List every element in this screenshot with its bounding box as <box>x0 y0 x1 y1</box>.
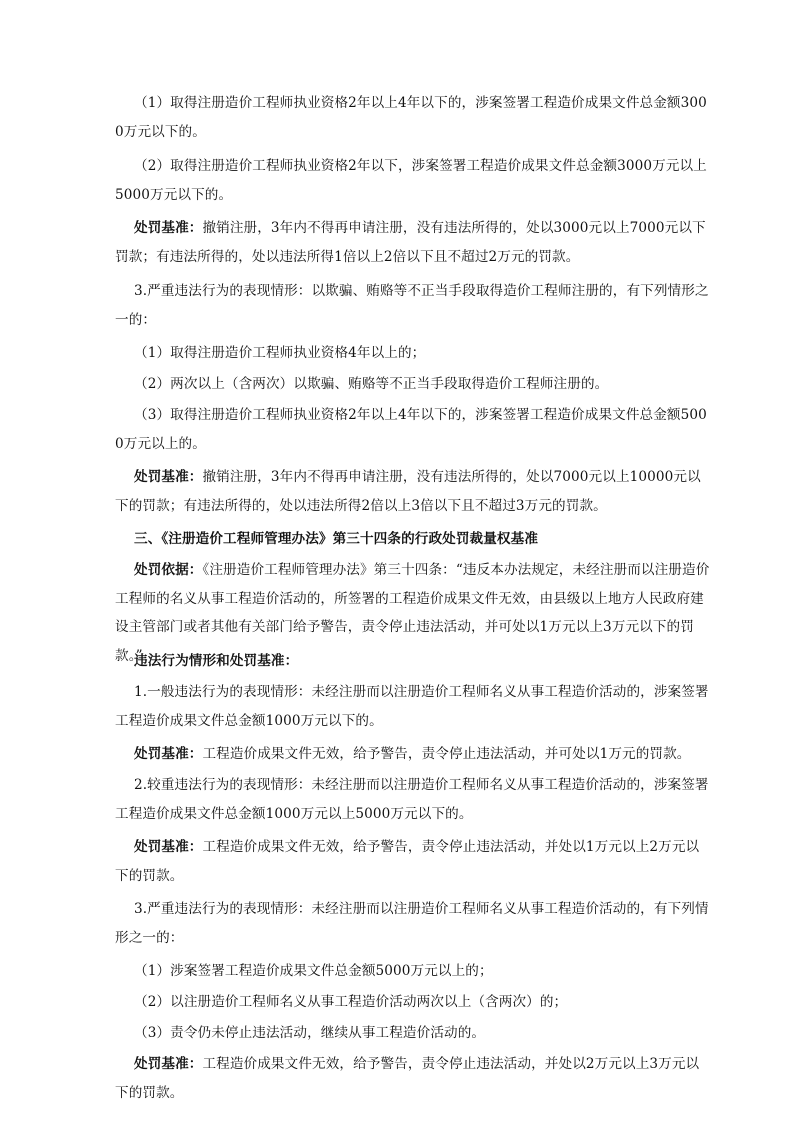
penalty-basis-label: 处罚基准： <box>134 746 203 762</box>
list-item <box>115 401 711 458</box>
penalty-basis-text: 工程造价成果文件无效，给予警告，责令停止违法活动，并可处以1万元的罚款。 <box>202 746 691 762</box>
paragraph-2 <box>115 152 711 209</box>
paragraph-text: 3.严重违法行为的表现情形：未经注册而以注册造价工程师名义从事工程造价活动的，有下列情形之一的： <box>115 901 709 946</box>
paragraph-text: （1）取得注册造价工程师执业资格4年以上的； <box>134 345 426 361</box>
paragraph-1 <box>115 89 711 146</box>
penalty-basis-3 <box>115 740 711 769</box>
paragraph-text: （3）责令仍未停止违法活动，继续从事工程造价活动的。 <box>134 1025 486 1041</box>
serious-violation-heading-1 <box>115 277 711 334</box>
paragraph-text: 3.严重违法行为的表现情形：以欺骗、贿赂等不正当手段取得造价工程师注册的，有下列情形之一的： <box>115 283 709 328</box>
penalty-basis-2 <box>115 463 711 520</box>
penalty-basis-4 <box>115 833 711 890</box>
general-violation <box>115 678 711 735</box>
penalty-basis-5 <box>115 1050 711 1107</box>
penalty-basis-1 <box>115 214 711 271</box>
paragraph-text: （2）两次以上（含两次）以欺骗、贿赂等不正当手段取得造价工程师注册的。 <box>134 376 609 392</box>
subsection-heading-text: 违法行为情形和处罚基准： <box>134 653 299 669</box>
list-item <box>115 957 711 986</box>
penalty-legal-basis-text: 《注册造价工程师管理办法》第三十四条：“违反本办法规定，未经注册而以注册造价工程师的名义从事工程造价活动的，所签署的工程造价成果文件无效，由县级以上地方人民政府建设主管部门或者其他有关部门给予警告，责令停止违法活动，并可处以1万元以上3万元以下的罚款。” <box>115 562 710 664</box>
penalty-basis-text: 撤销注册，3年内不得再申请注册，没有违法所得的，处以7000元以上10000元以下的罚款；有违法所得的，处以违法所得2倍以上3倍以下且不超过3万元的罚款。 <box>115 469 701 514</box>
penalty-basis-text: 工程造价成果文件无效，给予警告，责令停止违法活动，并处以2万元以上3万元以下的罚款。 <box>115 1056 700 1101</box>
penalty-legal-basis-label: 处罚依据： <box>134 562 203 578</box>
paragraph-text: （2）取得注册造价工程师执业资格2年以下，涉案签署工程造价成果文件总金额3000万元以上5000万元以下的。 <box>115 158 707 203</box>
penalty-basis-text: 撤销注册，3年内不得再申请注册，没有违法所得的，处以3000元以上7000元以下罚款；有违法所得的，处以违法所得1倍以上2倍以下且不超过2万元的罚款。 <box>115 220 706 265</box>
paragraph-text: 1.一般违法行为的表现情形：未经注册而以注册造价工程师名义从事工程造价活动的，涉案签署工程造价成果文件总金额1000万元以下的。 <box>115 684 709 729</box>
penalty-basis-label: 处罚基准： <box>134 1056 203 1072</box>
list-item <box>115 988 711 1017</box>
serious-moderate-violation <box>115 771 711 828</box>
paragraph-text: （1）取得注册造价工程师执业资格2年以上4年以下的，涉案签署工程造价成果文件总金额3000万元以下的。 <box>115 95 707 140</box>
serious-violation-heading-2 <box>115 895 711 952</box>
list-item <box>115 370 711 399</box>
paragraph-text: 2.较重违法行为的表现情形：未经注册而以注册造价工程师名义从事工程造价活动的，涉案签署工程造价成果文件总金额1000万元以上5000万元以下的。 <box>115 777 709 822</box>
list-item <box>115 339 711 368</box>
penalty-basis-text: 工程造价成果文件无效，给予警告，责令停止违法活动，并处以1万元以上2万元以下的罚款。 <box>115 839 700 884</box>
paragraph-text: （2）以注册造价工程师名义从事工程造价活动两次以上（含两次）的； <box>134 994 568 1010</box>
penalty-basis-label: 处罚基准： <box>134 220 203 236</box>
subsection-heading <box>115 647 711 676</box>
penalty-basis-label: 处罚基准： <box>134 469 203 485</box>
section-heading <box>115 525 711 554</box>
penalty-basis-label: 处罚基准： <box>134 839 203 855</box>
list-item <box>115 1019 711 1048</box>
paragraph-text: （1）涉案签署工程造价成果文件总金额5000万元以上的； <box>134 963 493 979</box>
section-heading-text: 三、《注册造价工程师管理办法》第三十四条的行政处罚裁量权基准 <box>134 531 539 547</box>
paragraph-text: （3）取得注册造价工程师执业资格2年以上4年以下的，涉案签署工程造价成果文件总金额5000万元以上的。 <box>115 407 707 452</box>
